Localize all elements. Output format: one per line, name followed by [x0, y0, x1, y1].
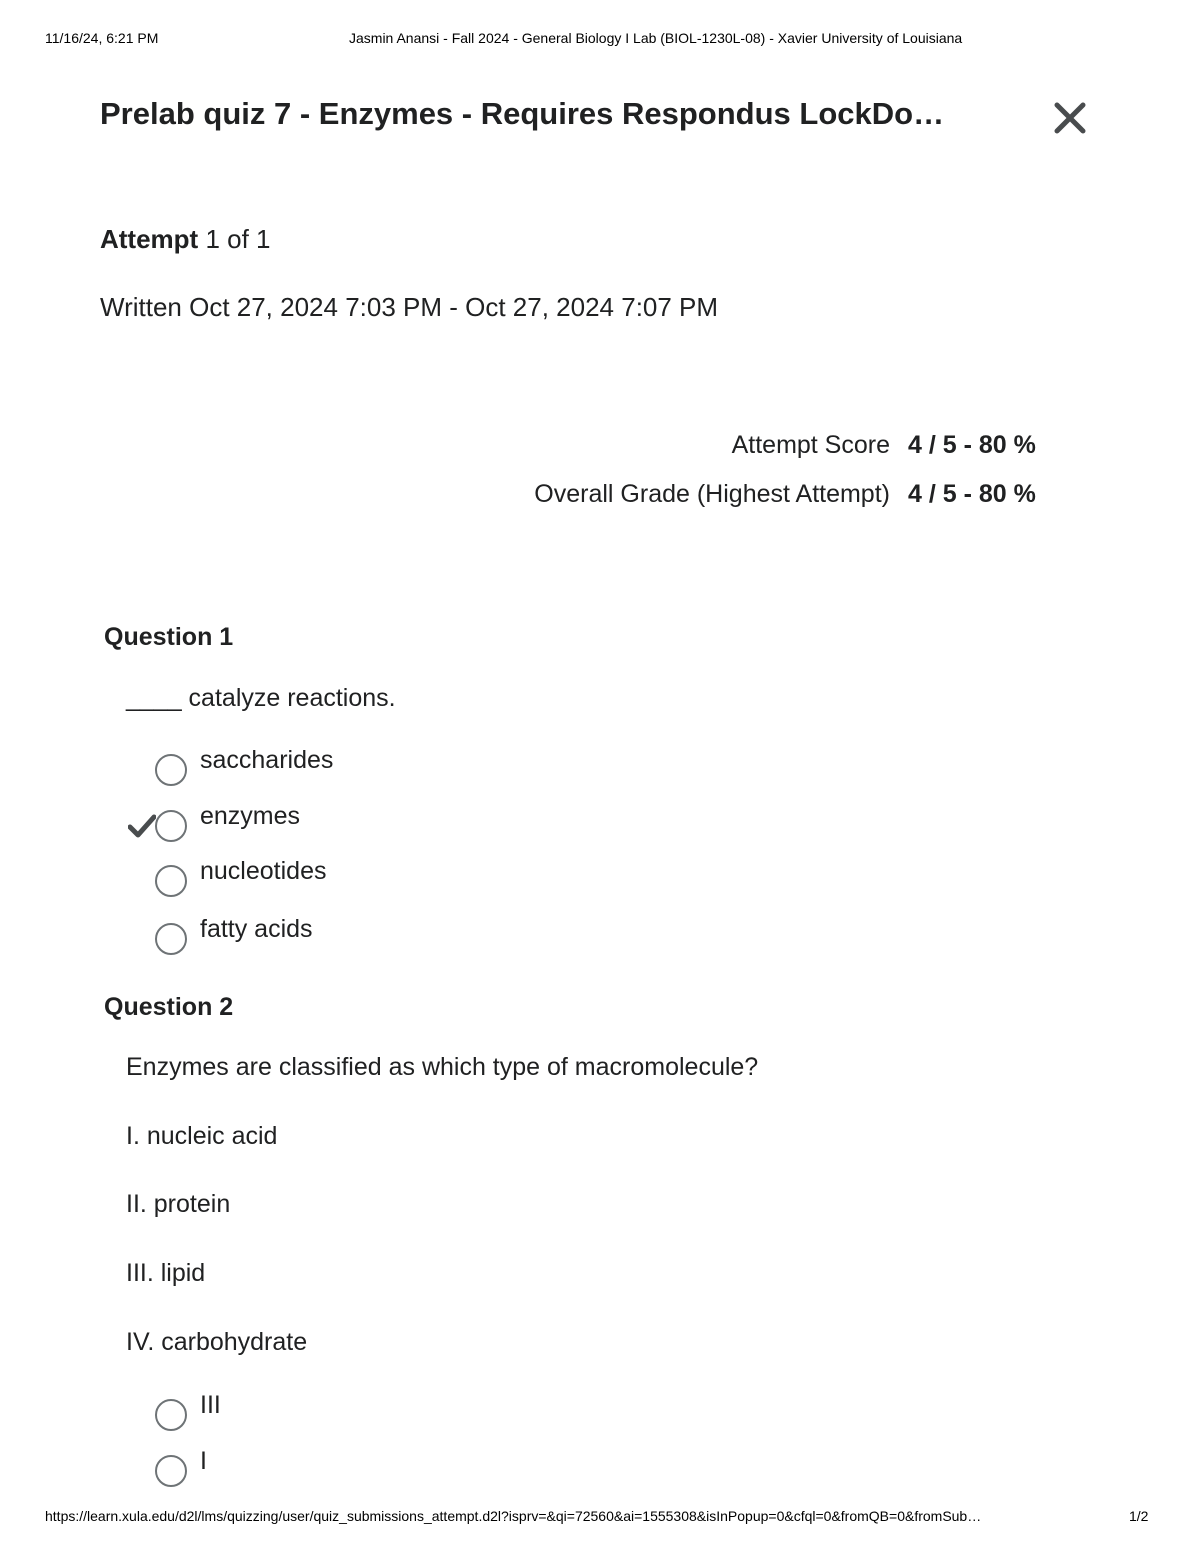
option-label: saccharides: [200, 746, 334, 774]
option-label: enzymes: [200, 802, 301, 830]
option-label: nucleotides: [200, 857, 327, 885]
print-page-number: 1/2: [1129, 1508, 1149, 1524]
print-url: https://learn.xula.edu/d2l/lms/quizzing/user/quiz_submissions_attempt.d2l?isprv=&qi=72560&ai=1555308&isInPopup=0&cfql=0&fromQB=0&fromSub…: [45, 1508, 982, 1524]
overall-grade-row: [534, 480, 1058, 509]
attempt-written-time: Written Oct 27, 2024 7:03 PM - Oct 27, 2024 7:07 PM: [100, 292, 719, 322]
question-1-text: ____ catalyze reactions.: [126, 684, 396, 712]
radio-button[interactable]: [155, 1455, 187, 1487]
question-2-statement: III. lipid: [126, 1259, 206, 1287]
radio-button[interactable]: [155, 1399, 187, 1431]
attempt-score-label: Attempt Score: [731, 431, 890, 459]
question-2-statement: I. nucleic acid: [126, 1122, 278, 1150]
overall-grade-value: 4 / 5 - 80 %: [908, 480, 1036, 508]
question-2-text: Enzymes are classified as which type of macromolecule?: [126, 1053, 759, 1081]
checkmark-icon: [128, 814, 156, 838]
option-label: III: [200, 1391, 221, 1419]
question-1-heading: Question 1: [104, 623, 234, 651]
overall-grade-label: Overall Grade (Highest Attempt): [534, 480, 890, 508]
attempt-score-value: 4 / 5 - 80 %: [908, 431, 1036, 459]
print-datetime: 11/16/24, 6:21 PM: [45, 30, 159, 46]
radio-button[interactable]: [155, 865, 187, 897]
radio-button[interactable]: [155, 923, 187, 955]
attempt-heading: [100, 224, 271, 255]
attempt-score-row: [732, 431, 1058, 460]
print-page-title: Jasmin Anansi - Fall 2024 - General Biology I Lab (BIOL-1230L-08) - Xavier University of Louisiana: [349, 30, 963, 46]
option-label: I: [200, 1447, 207, 1475]
quiz-title: Prelab quiz 7 - Enzymes - Requires Respondus LockDo…: [100, 96, 945, 131]
question-2-statement: IV. carbohydrate: [126, 1328, 308, 1356]
attempt-number: 1 of 1: [205, 224, 271, 254]
radio-button[interactable]: [155, 810, 187, 842]
radio-button[interactable]: [155, 754, 187, 786]
attempt-label: Attempt: [100, 224, 199, 254]
close-icon[interactable]: [1052, 100, 1088, 136]
question-2-statement: II. protein: [126, 1190, 231, 1218]
question-2-heading: Question 2: [104, 993, 234, 1021]
option-label: fatty acids: [200, 915, 313, 943]
